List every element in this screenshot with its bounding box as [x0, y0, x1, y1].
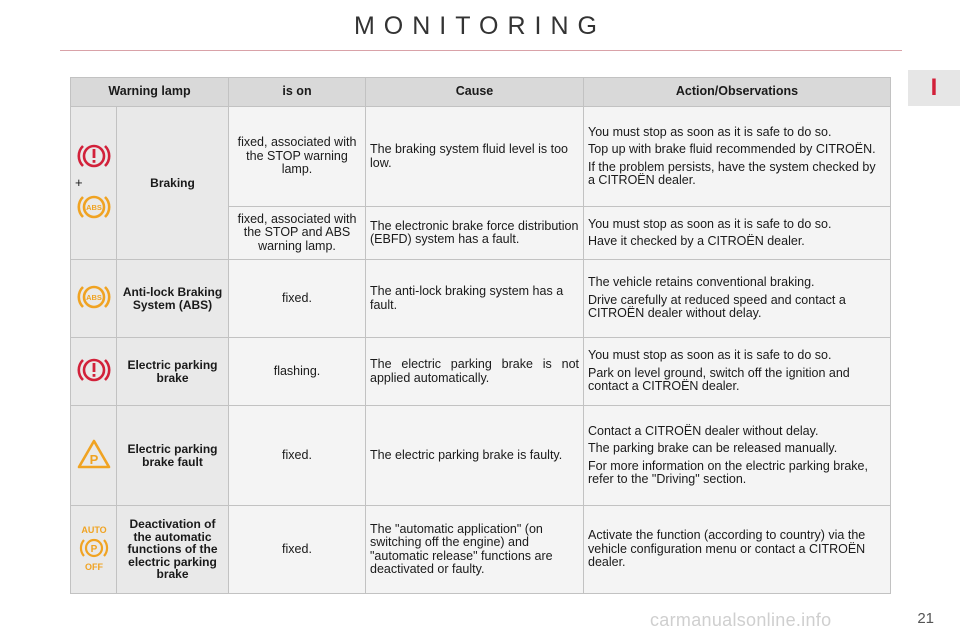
header-is-on: is on	[229, 78, 366, 107]
action-text: Have it checked by a CITROËN dealer.	[588, 234, 805, 248]
parking-brake-fault-icon	[76, 438, 112, 474]
table-row	[71, 260, 891, 338]
abs-warning-icon	[76, 282, 112, 316]
chapter-tab[interactable]: I	[908, 70, 960, 106]
svg-text:ABS: ABS	[85, 292, 102, 302]
brake-warning-icon	[76, 141, 112, 175]
lamp-action	[584, 338, 891, 406]
table-header-row	[71, 78, 891, 107]
lamp-name: Braking	[117, 107, 229, 260]
svg-text:P: P	[90, 543, 97, 555]
lamp-action	[584, 406, 891, 506]
lamp-name: Anti-lock Braking System (ABS)	[117, 260, 229, 338]
auto-off-icon-cell	[71, 506, 117, 594]
lamp-action	[584, 260, 891, 338]
action-text: Top up with brake fluid recommended by CITROËN.	[588, 142, 876, 156]
lamp-cause: The anti-lock braking system has a fault.	[366, 260, 584, 338]
lamp-action	[584, 107, 891, 207]
header-cause: Cause	[366, 78, 584, 107]
abs-warning-icon	[76, 192, 112, 226]
table-row	[71, 506, 891, 594]
svg-text:P: P	[89, 451, 98, 467]
action-text: The parking brake can be released manually.	[588, 441, 838, 455]
action-text: You must stop as soon as it is safe to do so.	[588, 348, 832, 363]
action-text: Drive carefully at reduced speed and contact a CITROËN dealer without delay.	[588, 292, 846, 321]
lamp-cause: The "automatic application" (on switching off the engine) and "automatic release" functions are deactivated or faulty.	[366, 506, 584, 594]
action-text: You must stop as soon as it is safe to do so.	[588, 216, 832, 231]
lamp-state: fixed.	[229, 260, 366, 338]
lamp-name: Deactivation of the automatic functions of the electric parking brake	[117, 506, 229, 594]
warning-lamp-table	[70, 77, 891, 594]
page-number: 21	[917, 610, 934, 627]
page-title: MONITORING	[353, 12, 607, 40]
svg-text:ABS: ABS	[85, 202, 102, 212]
title-divider	[60, 50, 902, 51]
braking-icon-cell	[71, 107, 117, 260]
watermark: carmanualsonline.info	[650, 610, 832, 630]
table-row	[71, 338, 891, 406]
action-text: For more information on the electric parking brake, refer to the "Driving" section.	[588, 458, 868, 486]
lamp-cause: The electric parking brake is not applied automatically.	[366, 338, 584, 406]
header-action: Action/Observations	[584, 78, 891, 107]
lamp-name: Electric parking brake	[117, 338, 229, 406]
auto-park-off-icon	[75, 524, 113, 576]
header-warning-lamp: Warning lamp	[71, 78, 229, 107]
lamp-name: Electric parking brake fault	[117, 406, 229, 506]
lamp-action	[584, 207, 891, 260]
action-text: Park on level ground, switch off the ignition and contact a CITROËN dealer.	[588, 365, 850, 394]
epb-icon-cell	[71, 338, 117, 406]
action-text: Contact a CITROËN dealer without delay.	[588, 423, 819, 438]
plus-sign: +	[75, 175, 83, 191]
action-text: The vehicle retains conventional braking.	[588, 275, 815, 290]
brake-warning-icon	[76, 355, 112, 389]
lamp-state: fixed.	[229, 506, 366, 594]
svg-text:OFF: OFF	[84, 561, 103, 572]
action-text: Activate the function (according to country) via the vehicle configuration menu or contact a CITROËN dealer.	[588, 528, 866, 570]
table-row	[71, 406, 891, 506]
lamp-state: fixed.	[229, 406, 366, 506]
lamp-action	[584, 506, 891, 594]
abs-icon-cell	[71, 260, 117, 338]
svg-text:AUTO: AUTO	[80, 524, 107, 535]
table-row	[71, 107, 891, 207]
lamp-cause: The electric parking brake is faulty.	[366, 406, 584, 506]
lamp-state: fixed, associated with the STOP warning lamp.	[229, 107, 366, 207]
action-text: You must stop as soon as it is safe to do so.	[588, 124, 832, 139]
epb-fault-icon-cell	[71, 406, 117, 506]
action-text: If the problem persists, have the system checked by a CITROËN dealer.	[588, 159, 876, 187]
lamp-cause: The braking system fluid level is too low.	[366, 107, 584, 207]
lamp-cause: The electronic brake force distribution (EBFD) system has a fault.	[366, 207, 584, 260]
lamp-state: flashing.	[229, 338, 366, 406]
lamp-state: fixed, associated with the STOP and ABS warning lamp.	[229, 207, 366, 260]
